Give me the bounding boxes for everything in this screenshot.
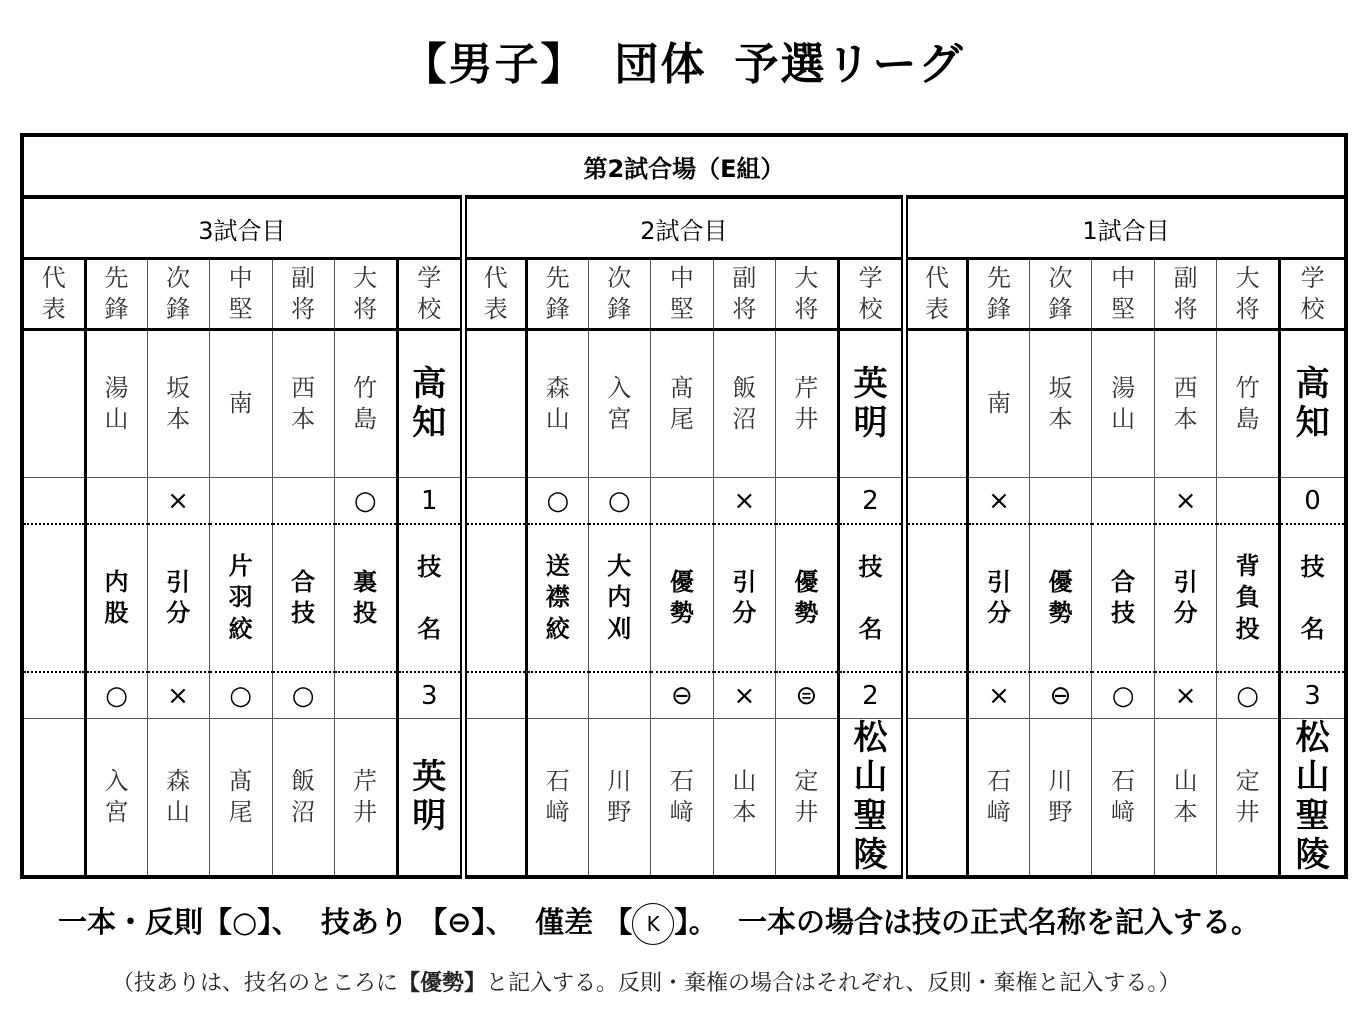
player-name [1030,330,1092,478]
school-name [838,330,904,478]
school-name [397,719,463,878]
player-name [1217,719,1280,878]
team-score [1280,478,1346,525]
bout-result-mark-text: ⊜ [795,680,818,711]
position-header [904,259,967,330]
bout-result-mark-text: × [167,485,189,516]
position-header [713,259,775,330]
technique-label-char: 名 [858,615,883,643]
position-header-text: 代表 [483,263,508,323]
player-name [1155,330,1217,478]
player-name-text: 飯沼 [291,766,316,827]
technique-label-char: 技 [858,552,883,581]
player-name [968,719,1030,878]
position-header-text: 大将 [1235,263,1260,323]
bout-result-mark [272,672,334,719]
bout-result-mark-text: ○ [105,680,128,711]
bout-result-mark-text: ○ [546,485,570,516]
technique-text: 大内刈 [607,552,632,643]
player-name [1092,719,1155,878]
footnote [112,966,1180,997]
player-name-text: 森山 [545,373,570,433]
bout-result-mark-text: × [988,680,1010,711]
match-header [463,197,904,259]
position-header-text: 中堅 [1111,263,1136,323]
player-name [968,330,1030,478]
technique-text: 引分 [166,567,191,627]
bout-result-mark [22,478,85,525]
position-header-text: 副将 [732,263,757,323]
team-score [838,672,904,719]
match-header [904,197,1346,259]
position-header-text: 学校 [417,263,442,323]
bout-result-mark-text: ⊖ [670,680,693,711]
bout-result-mark [650,672,713,719]
position-header-text: 大将 [353,263,378,323]
venue-header [22,135,1346,197]
bout-result-mark [1217,672,1280,719]
position-header [22,259,85,330]
school-name-text: 松山聖陵 [853,718,888,876]
technique-text: 合技 [1111,567,1136,627]
team-score [1280,672,1346,719]
bout-result-mark-text: ○ [291,680,315,711]
team-score [397,672,463,719]
bout-result-mark-text: ○ [229,680,252,711]
player-name-text: 西本 [1173,373,1198,433]
technique [147,524,209,672]
position-header [1092,259,1155,330]
position-header [650,259,713,330]
bout-result-mark [775,478,838,525]
player-name [775,330,838,478]
technique [713,524,775,672]
technique [1155,524,1217,672]
school-name-text: 高知 [1295,363,1330,443]
bout-result-mark-text: × [1174,485,1197,516]
player-name-text: 山本 [732,766,757,827]
representative-cell [22,330,85,478]
technique [1092,524,1155,672]
player-name [272,330,334,478]
match-header [22,197,463,259]
team-score-text: 0 [1304,485,1321,516]
player-name [588,719,650,878]
representative-cell [463,719,526,878]
bout-result-mark [209,672,272,719]
school-name [838,719,904,878]
bout-result-mark [85,478,147,525]
position-header-text: 次鋒 [1048,263,1073,323]
school-name [397,330,463,478]
position-header [1155,259,1217,330]
position-header-text: 次鋒 [607,263,632,323]
position-header [526,259,588,330]
player-name-text: 川野 [607,766,632,827]
bout-result-mark-text: ○ [607,485,631,516]
team-score-text: 3 [1304,680,1321,711]
player-name [1217,330,1280,478]
team-score [838,478,904,525]
bout-result-mark [1155,672,1217,719]
legend-kinsa [535,905,718,939]
player-name-text: 入宮 [104,766,129,827]
bout-result-mark [650,478,713,525]
position-header [272,259,334,330]
player-name-text: 山本 [1173,766,1198,827]
technique [85,524,147,672]
school-name [1280,719,1346,878]
technique-label [397,524,463,672]
legend [58,900,1260,945]
player-name [526,330,588,478]
technique-text: 優勢 [794,567,819,627]
bout-result-mark [147,478,209,525]
bout-result-mark-text: × [988,485,1010,516]
position-header [463,259,526,330]
footnote-bold: 【優勢】 [398,971,487,996]
bout-result-mark [209,478,272,525]
bout-result-mark [1030,672,1092,719]
player-name [1155,719,1217,878]
player-name-text: 石﨑 [669,766,694,827]
technique [650,524,713,672]
technique [904,524,967,672]
title-gender: 【男子】 [402,39,587,90]
technique [272,524,334,672]
player-name-text: 飯沼 [732,373,757,433]
player-name-text: 湯山 [104,373,129,433]
school-name-text: 英明 [412,757,447,837]
position-header [397,259,463,330]
player-name-text: 石﨑 [1111,766,1136,827]
technique-text: 引分 [1173,567,1198,627]
player-name [1092,330,1155,478]
position-header [588,259,650,330]
position-header [1217,259,1280,330]
position-header-text: 先鋒 [987,263,1011,323]
player-name-text: 髙尾 [669,373,694,433]
player-name [713,719,775,878]
technique [463,524,526,672]
bout-result-mark [713,478,775,525]
bout-result-mark [334,478,397,525]
school-name [1280,330,1346,478]
technique [209,524,272,672]
player-name-text: 坂本 [166,373,191,433]
match-header-text: 3試合目 [198,216,286,245]
position-header-text: 大将 [794,263,819,323]
technique [968,524,1030,672]
bout-result-mark-text: × [167,680,189,711]
bout-result-mark [22,672,85,719]
bout-result-mark [1092,672,1155,719]
team-score-text: 2 [862,485,879,516]
technique-text: 内股 [104,567,129,627]
player-name-text: 定井 [794,766,819,827]
player-name [85,330,147,478]
position-header [85,259,147,330]
player-name-text: 芹井 [794,373,819,433]
representative-cell [22,719,85,878]
player-name [209,719,272,878]
bout-result-mark [1030,478,1092,525]
team-score-text: 1 [420,485,438,516]
bout-result-mark-text: × [733,680,756,711]
bout-result-mark [463,672,526,719]
team-score [397,478,463,525]
player-name [334,719,397,878]
player-name [272,719,334,878]
technique-text: 送襟絞 [545,552,570,643]
player-name [334,330,397,478]
player-name-text: 南 [987,389,1011,418]
technique-label-char: 名 [1300,615,1325,643]
player-name [650,330,713,478]
kinsa-circle-icon: K [632,903,674,945]
title-event: 団体 [614,39,707,90]
position-header-text: 中堅 [228,263,253,323]
bout-result-mark-text: ○ [353,485,377,516]
match-sheet-table [20,133,1348,879]
technique-text: 片羽絞 [228,552,253,643]
bout-result-mark [1217,478,1280,525]
technique [588,524,650,672]
bout-result-mark [713,672,775,719]
bout-result-mark [272,478,334,525]
bout-result-mark-text: ○ [1236,680,1259,711]
representative-cell [463,330,526,478]
school-name-text: 高知 [412,363,447,443]
position-header-text: 先鋒 [104,263,129,323]
legend-ippon: 一本・反則【○】、 [58,905,301,939]
bout-result-mark [968,672,1030,719]
position-header-text: 副将 [1173,263,1198,323]
player-name-text: 森山 [166,766,191,827]
bout-result-mark [904,478,967,525]
player-name-text: 竹島 [1235,373,1260,433]
player-name [713,330,775,478]
player-name [209,330,272,478]
technique-label-char: 名 [417,615,442,643]
bout-result-mark [526,478,588,525]
technique-label [838,524,904,672]
technique [22,524,85,672]
technique-text: 引分 [732,567,757,627]
technique-text: 裏投 [353,567,378,627]
player-name-text: 南 [228,389,253,418]
player-name [526,719,588,878]
bout-result-mark [147,672,209,719]
match-header-text: 2試合目 [640,216,728,245]
technique [334,524,397,672]
page-title [0,28,1367,92]
technique-label-char: 技 [1300,552,1325,581]
match-header-text: 1試合目 [1082,216,1170,245]
bout-result-mark [968,478,1030,525]
school-name-text: 松山聖陵 [1295,718,1330,876]
legend-waza-ari: 技あり 【⊖】、 [321,905,515,939]
technique-text: 優勢 [669,567,694,627]
player-name-text: 入宮 [607,373,632,433]
player-name [650,719,713,878]
bout-result-mark [1092,478,1155,525]
position-header [209,259,272,330]
bout-result-mark [85,672,147,719]
player-name-text: 西本 [291,373,316,433]
player-name-text: 定井 [1235,766,1260,827]
technique [526,524,588,672]
bout-result-mark-text: × [733,485,756,516]
bout-result-mark-text: ⊖ [1049,680,1072,711]
technique [1217,524,1280,672]
bout-result-mark [526,672,588,719]
position-header-text: 先鋒 [545,263,570,323]
player-name [147,330,209,478]
position-header-text: 代表 [924,263,949,323]
school-name-text: 英明 [853,363,888,443]
team-score-text: 2 [862,680,879,711]
team-score-text: 3 [420,680,438,711]
technique-label-char: 技 [417,552,442,581]
bout-result-mark [904,672,967,719]
player-name-text: 竹島 [353,373,378,433]
bout-result-mark-text: ○ [1111,680,1135,711]
player-name [1030,719,1092,878]
position-header-text: 学校 [1300,263,1325,323]
position-header [775,259,838,330]
venue-header-text: 第2試合場（E組） [583,154,785,183]
bout-result-mark [588,478,650,525]
bout-result-mark [463,478,526,525]
bout-result-mark [775,672,838,719]
bout-result-mark [334,672,397,719]
position-header [1030,259,1092,330]
footnote-pre: （技ありは、技名のところに [112,971,399,996]
player-name-text: 湯山 [1111,373,1136,433]
player-name [775,719,838,878]
title-round: 予選リーグ [734,39,965,90]
legend-kinsa-close: 】。 [674,905,718,939]
technique-text: 合技 [291,567,316,627]
technique [1030,524,1092,672]
technique-text: 引分 [987,567,1011,627]
player-name-text: 石﨑 [987,766,1011,827]
position-header-text: 代表 [41,263,66,323]
bout-result-mark [588,672,650,719]
player-name-text: 石﨑 [545,766,570,827]
player-name [147,719,209,878]
player-name-text: 坂本 [1048,373,1073,433]
bout-result-mark-text: × [1174,680,1197,711]
position-header-text: 次鋒 [166,263,191,323]
position-header-text: 副将 [291,263,316,323]
technique-text: 優勢 [1048,567,1073,627]
representative-cell [904,719,967,878]
representative-cell [904,330,967,478]
position-header-text: 学校 [858,263,883,323]
player-name-text: 川野 [1048,766,1073,827]
player-name [588,330,650,478]
position-header [838,259,904,330]
footnote-post: と記入する。反則・棄権の場合はそれぞれ、反則・棄権と記入する。） [486,971,1181,996]
technique-label [1280,524,1346,672]
position-header [968,259,1030,330]
player-name-text: 芹井 [353,766,378,827]
player-name-text: 髙尾 [228,766,253,827]
position-header-text: 中堅 [669,263,694,323]
position-header [1280,259,1346,330]
technique-text: 背負投 [1235,552,1260,643]
technique [775,524,838,672]
legend-kinsa-label: 僅差 【 [535,905,633,939]
bout-result-mark [1155,478,1217,525]
player-name [85,719,147,878]
position-header [334,259,397,330]
legend-note: 一本の場合は技の正式名称を記入する。 [737,905,1260,939]
position-header [147,259,209,330]
